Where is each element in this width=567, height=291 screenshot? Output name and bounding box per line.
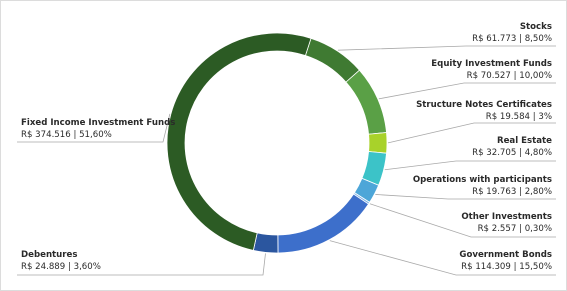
- label-name-structure-notes-certificates: Structure Notes Certificates: [416, 100, 552, 110]
- leader-line-real-estate: [385, 161, 556, 170]
- slice-equity-investment-funds: [346, 70, 387, 134]
- leader-line-stocks: [338, 46, 556, 50]
- label-value-equity-investment-funds: R$ 70.527 | 10,00%: [466, 71, 552, 81]
- label-name-stocks: Stocks: [519, 22, 552, 32]
- label-name-government-bonds: Government Bonds: [459, 250, 552, 260]
- label-value-stocks: R$ 61.773 | 8,50%: [472, 34, 552, 44]
- label-value-other-investments: R$ 2.557 | 0,30%: [477, 224, 552, 234]
- label-value-government-bonds: R$ 114.309 | 15,50%: [461, 262, 552, 272]
- label-name-fixed-income-investment-funds: Fixed Income Investment Funds: [21, 118, 176, 128]
- slice-fixed-income-investment-funds: [167, 33, 311, 250]
- label-value-structure-notes-certificates: R$ 19.584 | 3%: [485, 112, 552, 122]
- label-name-equity-investment-funds: Equity Investment Funds: [431, 59, 552, 69]
- label-name-real-estate: Real Estate: [496, 136, 552, 146]
- slice-government-bonds: [278, 194, 369, 253]
- label-value-operations-with-participants: R$ 19.763 | 2,80%: [472, 187, 552, 197]
- label-name-other-investments: Other Investments: [461, 212, 552, 222]
- label-value-debentures: R$ 24.889 | 3,60%: [21, 262, 101, 272]
- leader-line-equity-investment-funds: [379, 83, 556, 99]
- label-value-fixed-income-investment-funds: R$ 374.516 | 51,60%: [21, 130, 112, 140]
- slice-debentures: [253, 233, 278, 253]
- label-name-operations-with-participants: Operations with participants: [412, 175, 552, 185]
- slice-stocks: [305, 38, 359, 82]
- label-name-debentures: Debentures: [21, 250, 78, 260]
- slice-structure-notes-certificates: [369, 133, 387, 154]
- label-value-real-estate: R$ 32.705 | 4,80%: [472, 148, 552, 158]
- donut-chart: [1, 1, 566, 290]
